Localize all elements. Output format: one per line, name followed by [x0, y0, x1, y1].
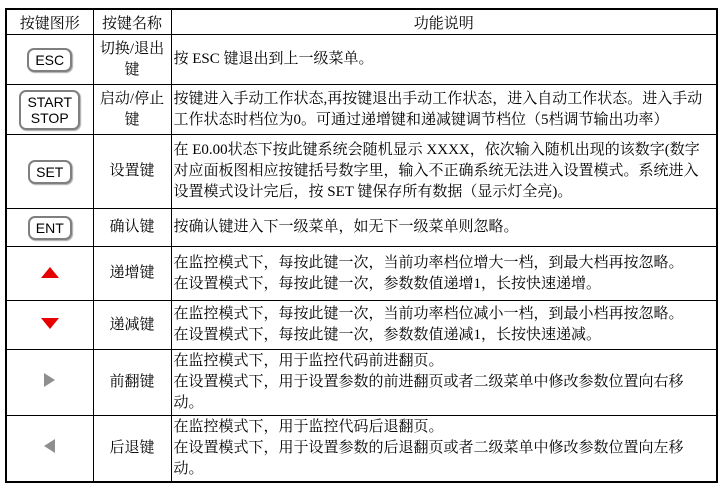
key-label: STOP [30, 109, 69, 126]
function-text: 在设置模式下，用于设置参数的后退翻页或者二级菜单中修改参数位置向左移动。 [173, 440, 684, 477]
column-header-key-name: 按键名称 [93, 9, 171, 35]
table-row [6, 209, 717, 247]
ent-key-icon [28, 216, 72, 240]
esc-key-icon [27, 48, 72, 72]
down-triangle-icon [41, 318, 59, 329]
key-name-cell: 启动/停止键 [93, 85, 171, 135]
function-text: 在 E0.00状态下按此键系统会随机显示 XXXX，依次输入随机出现的该数字(数字对应面板图相应按键括号数字里，输入不正确系统无法进入设置模式。系统进入设置模式设计完后，按 SET 键保存所有数据（显示灯全亮)。 [173, 142, 700, 200]
key-function-table [5, 8, 718, 483]
key-graphic-cell [6, 350, 93, 416]
key-function-cell [171, 350, 717, 416]
table-row [6, 350, 717, 416]
table-header-row [6, 9, 717, 35]
key-name-cell: 设置键 [93, 135, 171, 209]
key-graphic-cell [6, 247, 93, 301]
set-key-icon [28, 160, 72, 184]
function-text: 在监控模式下，用于监控代码后退翻页。 [173, 419, 444, 435]
function-text: 按确认键进入下一级菜单，如无下一级菜单则忽略。 [173, 219, 519, 235]
key-name-cell: 后退键 [93, 416, 171, 483]
function-text: 在监控模式下，用于监控代码前进翻页。 [173, 353, 444, 369]
up-triangle-icon [41, 267, 59, 278]
key-graphic-cell [6, 35, 93, 85]
function-text: 按键进入手动工作状态,再按键退出手动工作状态，进入自动工作状态。进入手动工作状态时档位为0。可通过递增键和递减键调节档位（5档调节输出功率） [173, 90, 703, 128]
table-body [6, 35, 717, 483]
key-graphic-cell [6, 301, 93, 350]
key-name-cell: 确认键 [93, 209, 171, 247]
function-text: 在监控模式下，每按此键一次，当前功率档位增大一档，到最大档再按忽略。 [173, 254, 684, 271]
key-function-cell [171, 301, 717, 350]
table-row [6, 135, 717, 209]
function-text: 在设置模式下，用于设置参数的前进翻页或者二级菜单中修改参数位置向右移动。 [173, 374, 684, 411]
column-header-key-graphic: 按键图形 [6, 9, 93, 35]
function-text: 在设置模式下，每按此键一次，参数数值递减1，长按快速递减。 [173, 327, 602, 343]
key-graphic-cell [6, 416, 93, 483]
key-function-cell [171, 85, 717, 135]
key-function-cell [171, 209, 717, 247]
column-header-function: 功能说明 [171, 9, 717, 35]
key-name-cell: 前翻键 [93, 350, 171, 416]
function-text: 按 ESC 键退出到上一级菜单。 [173, 51, 374, 67]
key-name-cell: 切换/退出键 [93, 35, 171, 85]
start-stop-key-icon [19, 90, 80, 130]
key-label: START [27, 93, 73, 110]
left-triangle-icon [44, 439, 55, 453]
table-row [6, 247, 717, 301]
right-triangle-icon [44, 373, 55, 387]
key-label: ESC [35, 51, 65, 68]
key-graphic-cell [6, 135, 93, 209]
key-function-cell [171, 35, 717, 85]
key-label: ENT [35, 219, 64, 236]
key-label: SET [36, 163, 64, 180]
key-function-cell [171, 416, 717, 483]
key-name-cell: 递减键 [93, 301, 171, 350]
key-function-cell [171, 135, 717, 209]
key-graphic-cell [6, 85, 93, 135]
table-row [6, 301, 717, 350]
key-graphic-cell [6, 209, 93, 247]
table-row [6, 416, 717, 483]
key-function-cell [171, 247, 717, 301]
key-name-cell: 递增键 [93, 247, 171, 301]
table-row [6, 85, 717, 135]
function-text: 在设置模式下，每按此键一次，参数数值递增1，长按快速递增。 [173, 275, 602, 292]
table-row [6, 35, 717, 85]
function-text: 在监控模式下，每按此键一次，当前功率档位减小一档，到最小档再按忽略。 [173, 306, 684, 322]
